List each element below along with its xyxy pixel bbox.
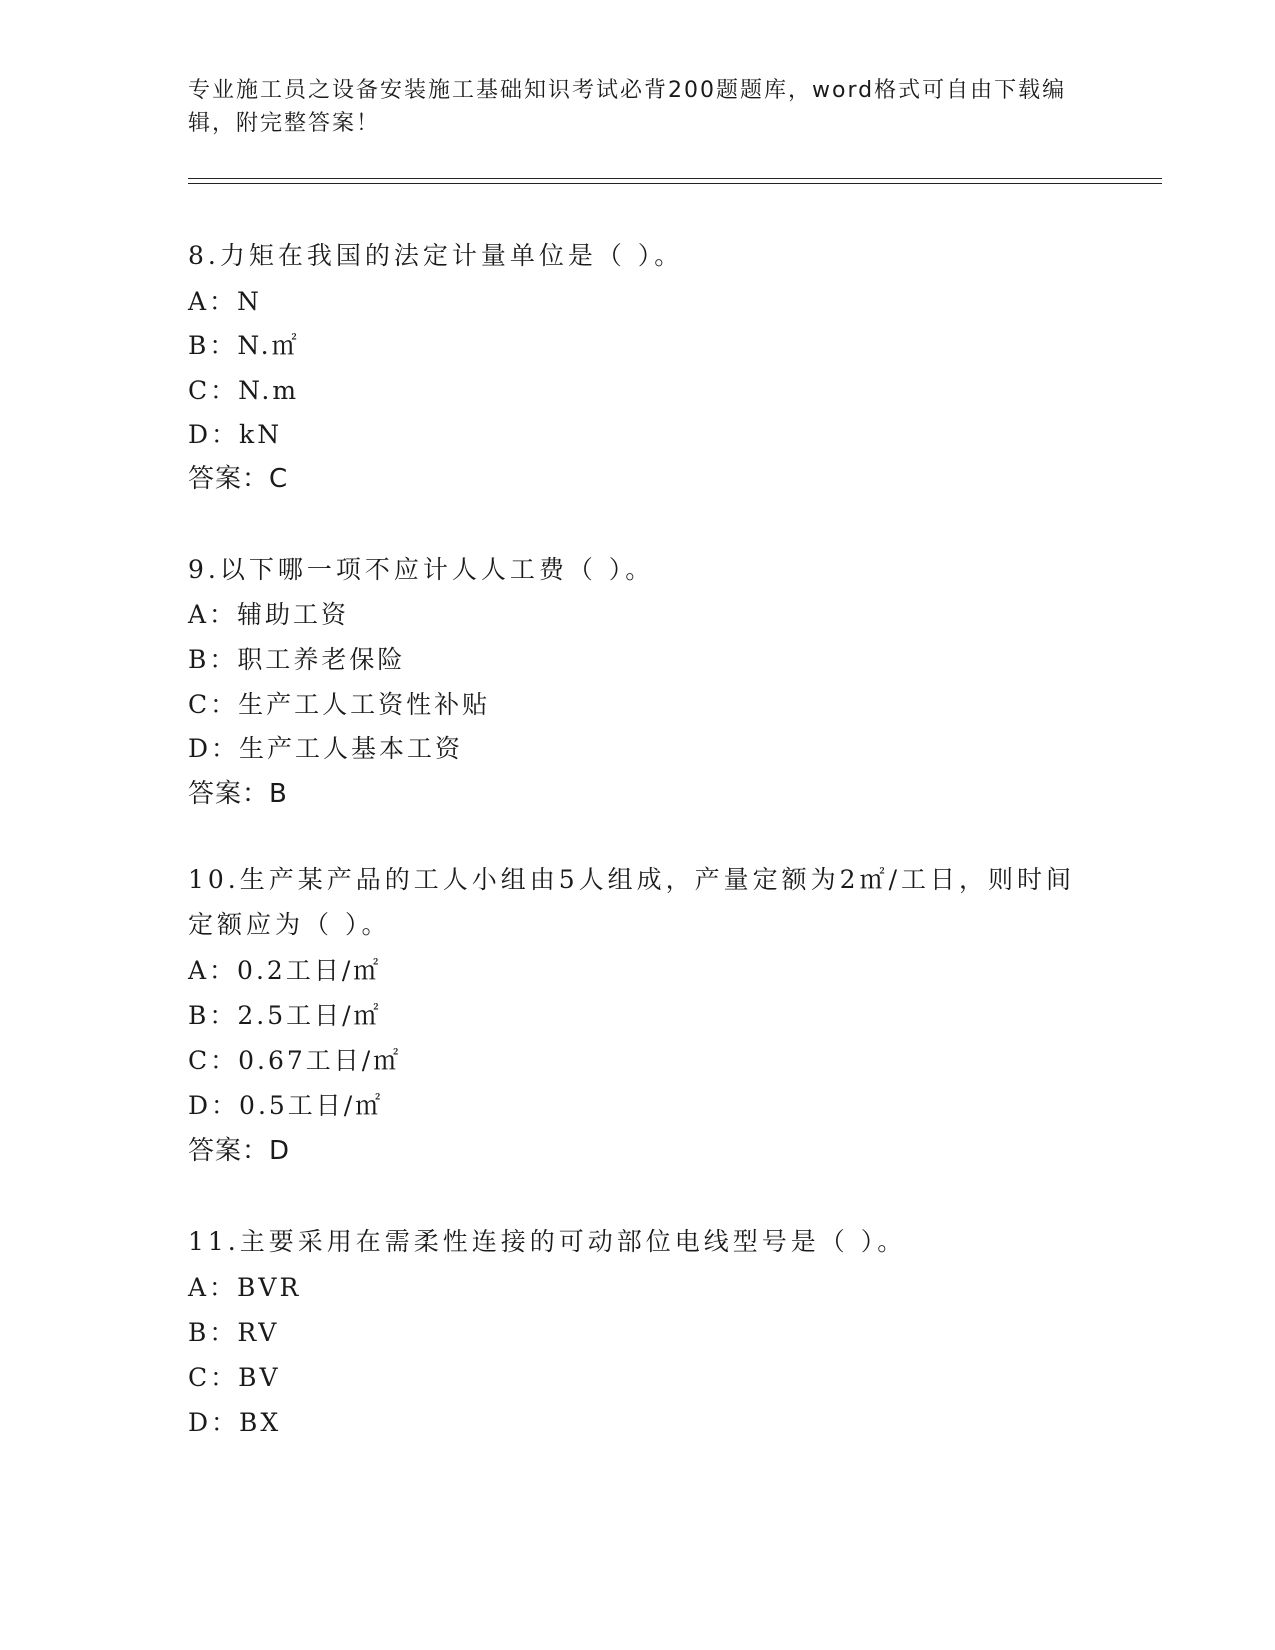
question-10-option-c: C：0.67工日/㎡ [188, 1046, 402, 1075]
question-8-option-a: A：N [188, 287, 262, 316]
question-9-title: 9.以下哪一项不应计人人工费（ ）。 [188, 555, 655, 584]
question-10-answer: 答案：D [188, 1136, 291, 1166]
question-9-option-d: D：生产工人基本工资 [188, 734, 464, 763]
question-8-option-d: D：kN [188, 420, 283, 449]
question-11-title: 11.主要采用在需柔性连接的可动部位电线型号是（ ）。 [188, 1227, 907, 1256]
question-9-answer: 答案：B [188, 779, 288, 809]
header-divider-bottom [188, 183, 1162, 184]
question-8-option-b: B：N.㎡ [188, 331, 300, 360]
question-10-title: 10.生产某产品的工人小组由5人组成，产量定额为2㎡/工日，则时间定额应为（ ）。 [188, 865, 1075, 939]
question-10-option-a: A：0.2工日/㎡ [188, 956, 382, 985]
question-9-option-a: A：辅助工资 [188, 600, 350, 629]
header-divider-top [188, 178, 1162, 179]
question-10-option-b: B：2.5工日/㎡ [188, 1001, 382, 1030]
question-8-option-c: C：N.m [188, 376, 300, 405]
question-11-option-a: A：BVR [188, 1273, 302, 1302]
question-10-option-d: D：0.5工日/㎡ [188, 1091, 384, 1120]
question-9-option-c: C：生产工人工资性补贴 [188, 690, 491, 719]
question-11-option-c: C：BV [188, 1363, 281, 1392]
question-11-option-b: B：RV [188, 1318, 280, 1347]
document-header: 专业施工员之设备安装施工基础知识考试必背200题题库，word格式可自由下载编辑，附完整答案！ [188, 78, 1067, 136]
question-8-title: 8.力矩在我国的法定计量单位是（ ）。 [188, 241, 684, 270]
question-9-option-b: B：职工养老保险 [188, 645, 406, 674]
question-11-option-d: D：BX [188, 1408, 282, 1437]
question-8-answer: 答案：C [188, 464, 289, 494]
